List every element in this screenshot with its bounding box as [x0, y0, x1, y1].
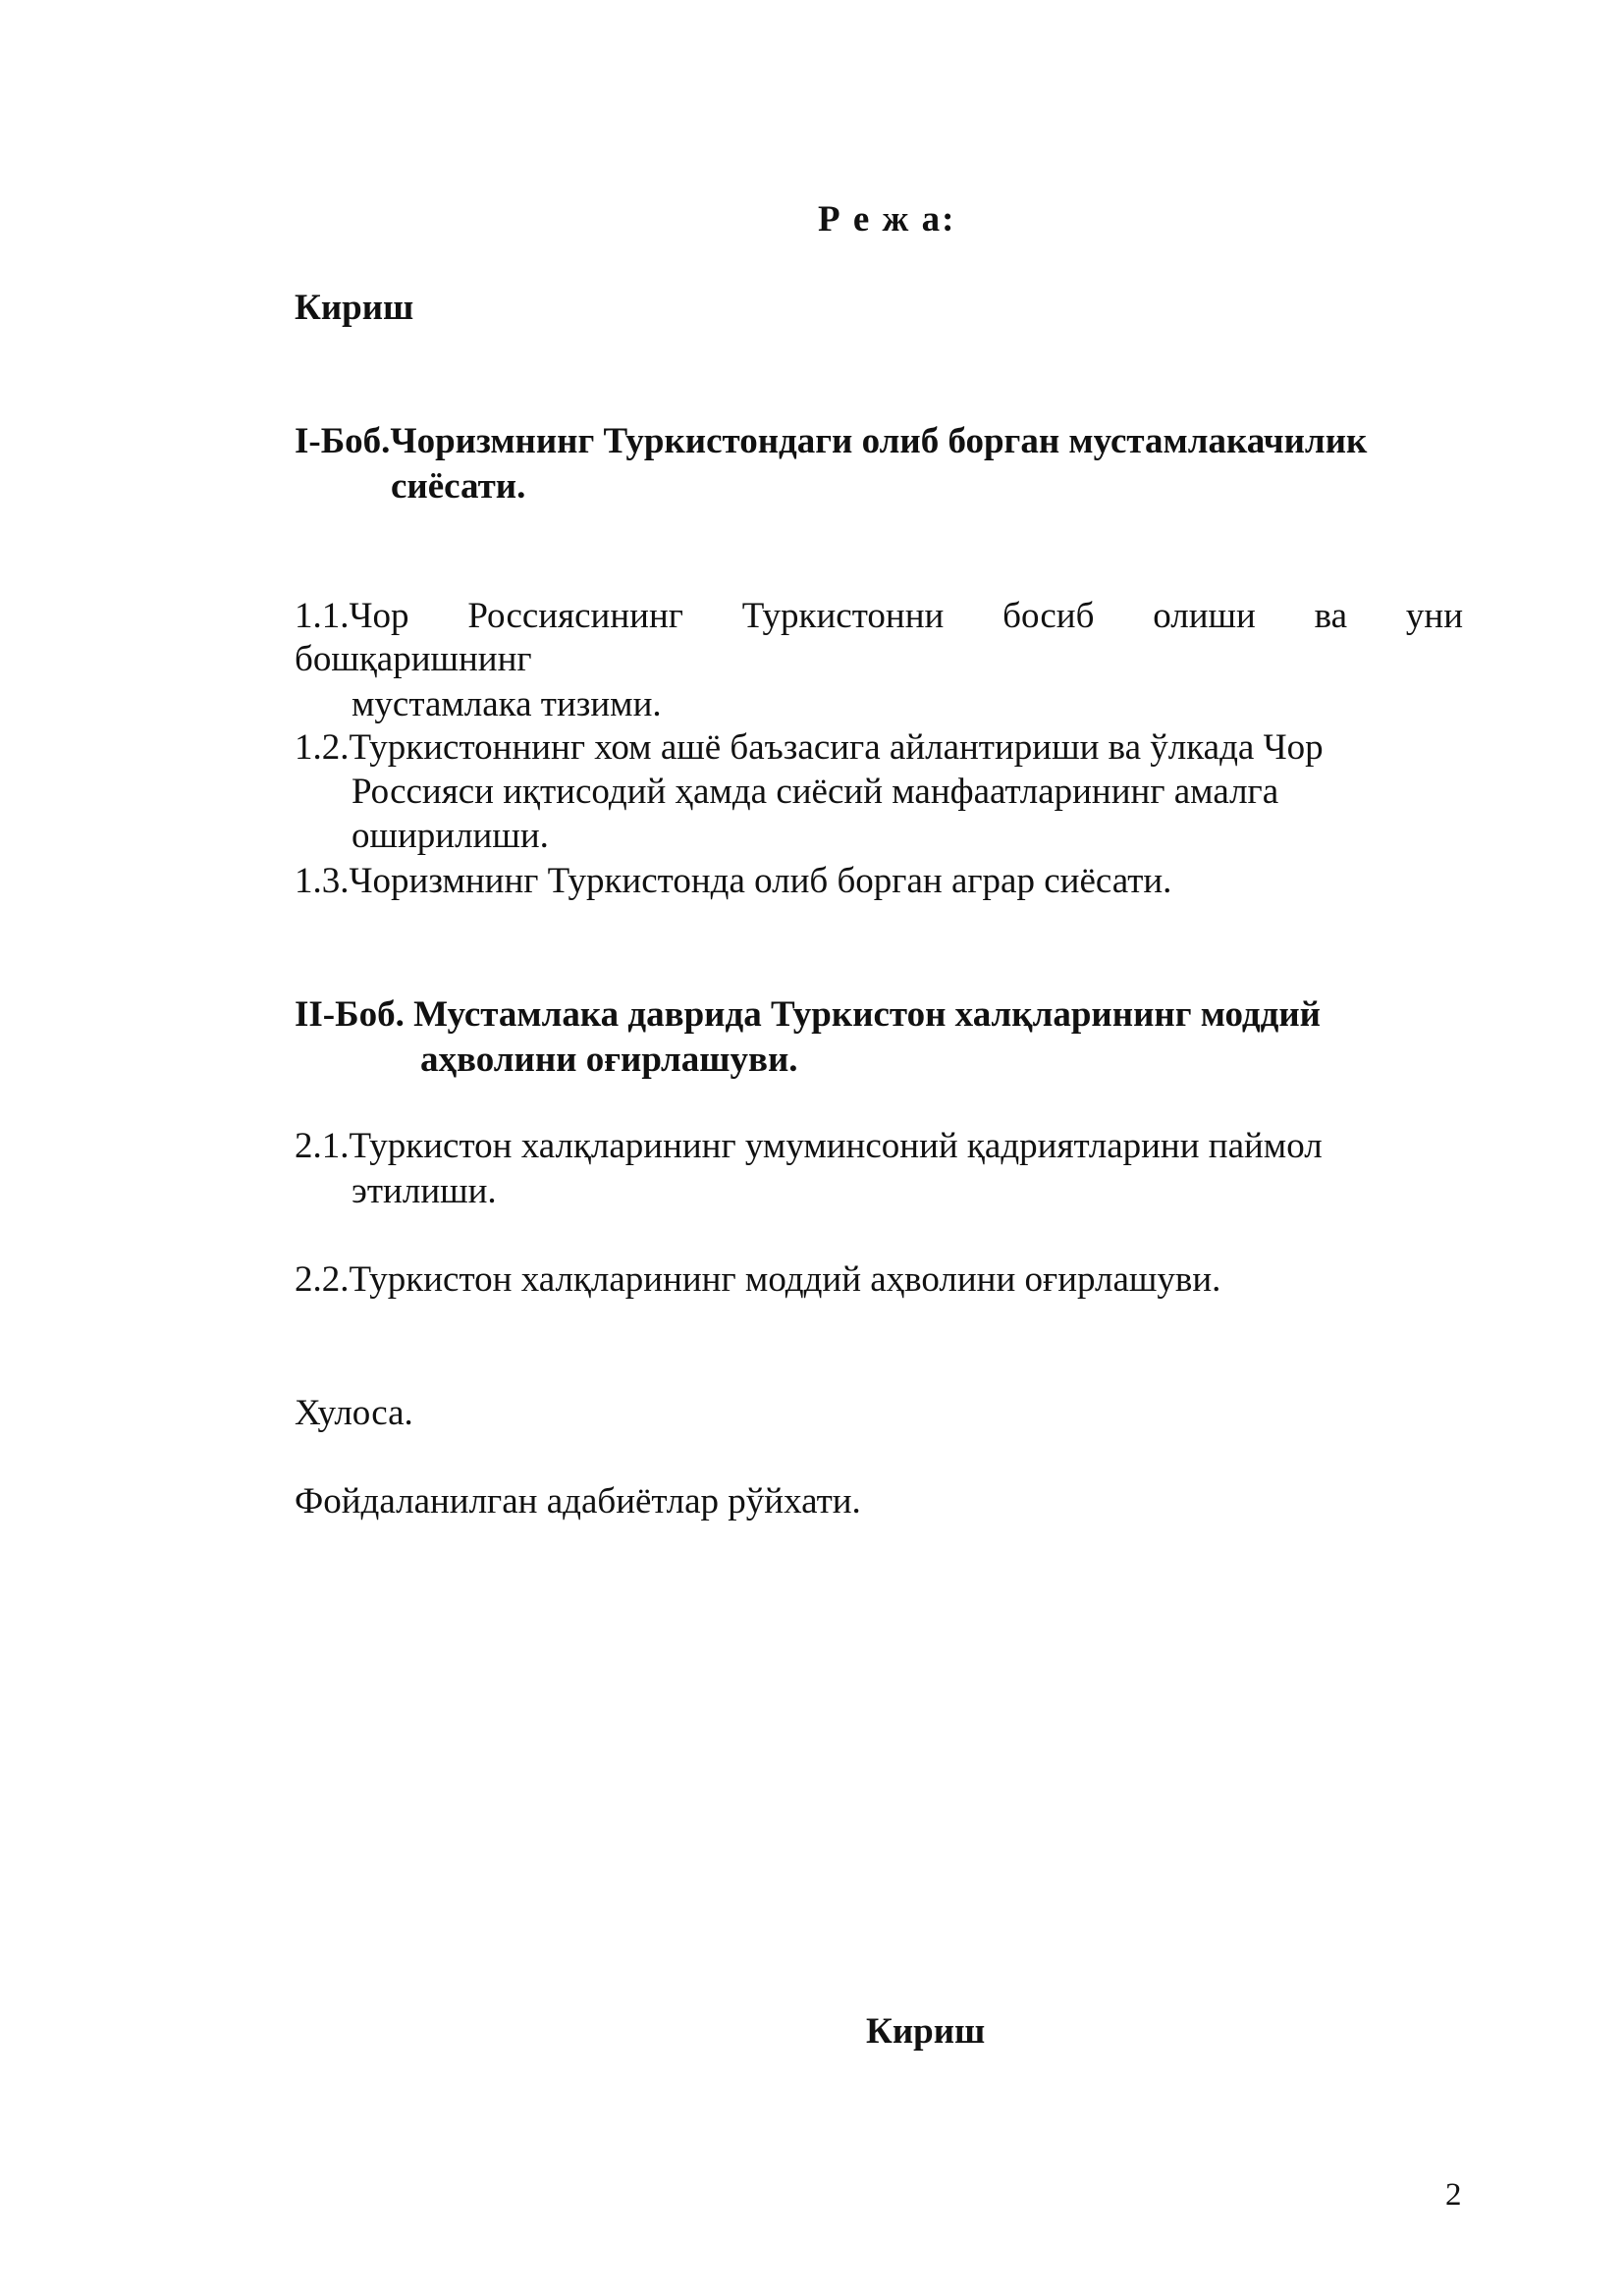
- references-item: Фойдаланилган адабиётлар рўйхати.: [295, 1481, 861, 1522]
- page-number: 2: [1445, 2177, 1462, 2213]
- section-1-2-line-2: Россияси иқтисодий ҳамда сиёсий манфаатларининг амалга: [352, 772, 1279, 812]
- section-1-1-word: босиб: [1002, 596, 1095, 636]
- intro-section-heading: Кириш: [866, 2011, 986, 2052]
- section-1-1-word: 1.1.Чор: [295, 596, 409, 636]
- section-1-1-word: уни: [1405, 596, 1463, 636]
- section-1-1-word: Россиясининг: [467, 596, 683, 636]
- conclusion-item: Хулоса.: [295, 1393, 413, 1433]
- section-1-1-line-3: мустамлака тизими.: [352, 684, 662, 724]
- section-1-1-word: олиши: [1153, 596, 1256, 636]
- chapter-1-heading-line-2: сиёсати.: [391, 466, 526, 507]
- section-1-1-word: Туркистонни: [741, 596, 945, 636]
- section-1-2-line-3: оширилиши.: [352, 816, 549, 856]
- section-1-1-line-1: [295, 595, 1463, 637]
- plan-title: Р е ж а:: [818, 199, 956, 240]
- chapter-1-heading-line-1: I-Боб.Чоризмнинг Туркистондаги олиб борган мустамлакачилик: [295, 421, 1368, 461]
- section-2-1-line-2: этилиши.: [352, 1171, 497, 1211]
- chapter-2-heading-line-1: II-Боб. Мустамлака даврида Туркистон халқларининг моддий: [295, 994, 1321, 1035]
- section-1-1-line-2: бошқаришнинг: [295, 639, 532, 679]
- section-1-3-line-1: 1.3.Чоризмнинг Туркистонда олиб борган аграр сиёсати.: [295, 861, 1172, 901]
- chapter-2-heading-line-2: аҳволини оғирлашуви.: [420, 1040, 798, 1080]
- section-1-2-line-1: 1.2.Туркистоннинг хом ашё баъзасига айлантириши ва ўлкада Чор: [295, 727, 1324, 768]
- section-1-1-word: ва: [1314, 596, 1348, 636]
- intro-heading: Кириш: [295, 288, 414, 328]
- section-2-2-line-1: 2.2.Туркистон халқларининг моддий аҳволини оғирлашуви.: [295, 1259, 1221, 1300]
- section-2-1-line-1: 2.1.Туркистон халқларининг умуминсоний қадриятларини паймол: [295, 1126, 1323, 1166]
